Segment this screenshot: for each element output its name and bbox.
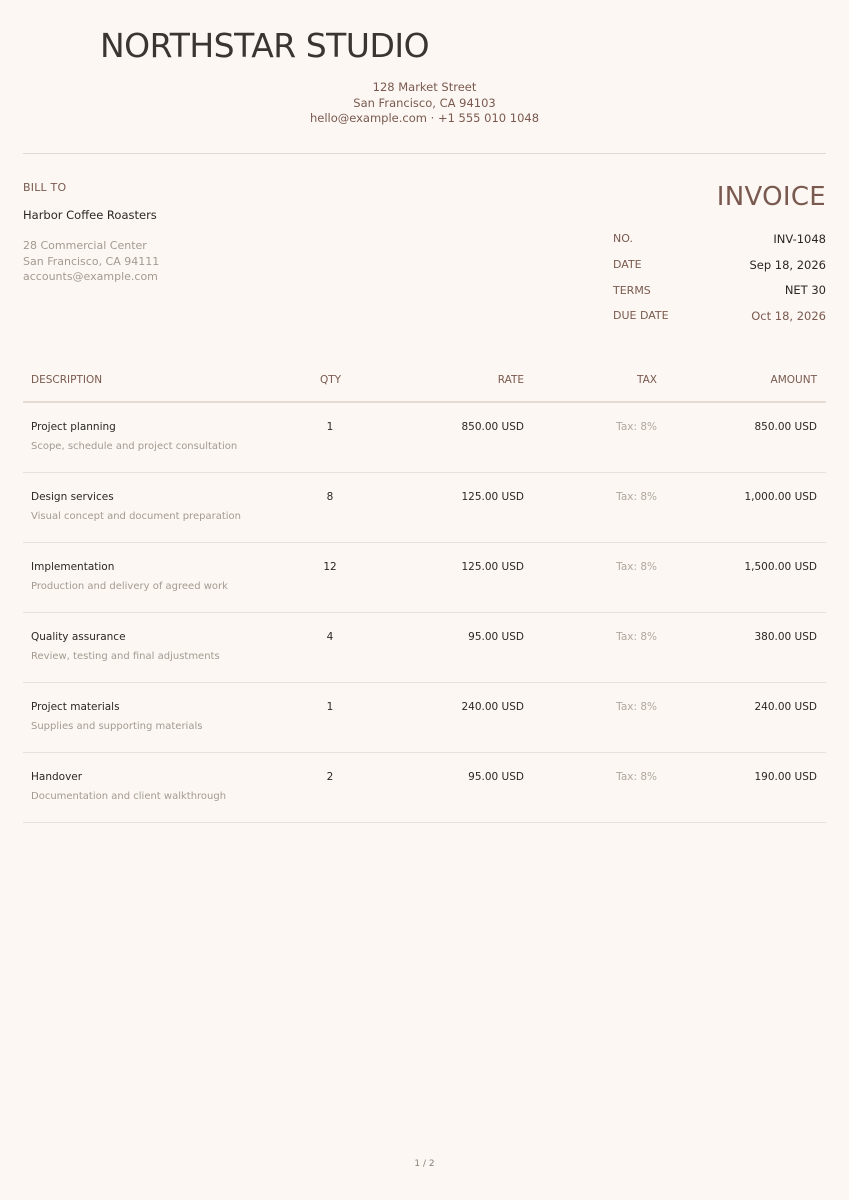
table-row [23,473,826,543]
client-email: accounts@example.com [23,270,158,283]
item-rate: 240.00 USD [461,701,524,713]
meta-row-number [613,226,826,252]
bill-to-label: BILL TO [23,181,67,194]
item-qty: 1 [326,701,334,713]
table-header [23,360,826,403]
company-address-line2: San Francisco, CA 94103 [353,95,496,110]
meta-label: DUE DATE [613,309,669,323]
page-number: 1 / 2 [414,1159,435,1169]
item-qty: 1 [326,421,334,433]
invoice-meta [613,226,826,329]
item-qty: 4 [326,631,334,643]
item-tax: Tax: 8% [616,491,657,503]
meta-label: NO. [613,232,633,246]
item-rate: 125.00 USD [461,561,524,573]
meta-label: TERMS [613,283,651,297]
item-detail: Production and delivery of agreed work [31,581,228,592]
item-amount: 1,500.00 USD [744,561,817,573]
item-amount: 380.00 USD [754,631,817,643]
item-detail: Visual concept and document preparation [31,511,241,522]
company-name: NORTHSTAR STUDIO [100,26,430,65]
item-tax: Tax: 8% [616,421,657,433]
client-address [23,238,159,285]
item-rate: 850.00 USD [461,421,524,433]
invoice-due-date: Oct 18, 2026 [751,308,826,323]
meta-row-date [613,252,826,278]
header-amount: AMOUNT [770,374,817,386]
table-row [23,683,826,753]
item-description: Project materials [31,701,120,713]
company-address-line1: 128 Market Street [372,80,477,94]
item-description: Handover [31,771,83,783]
table-row [23,613,826,683]
client-name: Harbor Coffee Roasters [23,208,157,222]
item-amount: 1,000.00 USD [744,491,817,503]
header-rate: RATE [497,374,524,386]
item-description: Design services [31,491,114,503]
item-amount: 240.00 USD [754,701,817,713]
header-tax: TAX [637,374,657,386]
header-qty: QTY [320,374,342,386]
item-tax: Tax: 8% [616,561,657,573]
item-amount: 850.00 USD [754,421,817,433]
invoice-date: Sep 18, 2026 [749,257,826,272]
item-qty: 8 [326,491,334,503]
item-detail: Documentation and client walkthrough [31,791,227,802]
table-row [23,403,826,473]
item-tax: Tax: 8% [616,631,657,643]
item-qty: 2 [326,771,334,783]
invoice-terms: NET 30 [784,283,826,298]
company-contact: hello@example.com · +1 555 010 1048 [309,111,540,125]
invoice-number: INV-1048 [773,231,826,246]
company-address [0,80,849,127]
item-tax: Tax: 8% [616,701,657,713]
table-row [23,753,826,823]
item-description: Quality assurance [31,631,126,643]
header-description: DESCRIPTION [31,374,103,386]
item-tax: Tax: 8% [616,771,657,783]
table-row [23,543,826,613]
meta-row-terms [613,277,826,303]
item-rate: 95.00 USD [468,771,524,783]
invoice-title: INVOICE [716,182,826,212]
client-address-line1: 28 Commercial Center [23,239,147,252]
line-items-table [23,360,826,823]
meta-label: DATE [613,258,642,272]
meta-row-due-date [613,303,826,329]
item-rate: 95.00 USD [468,631,524,643]
client-address-line2: San Francisco, CA 94111 [23,254,160,268]
item-rate: 125.00 USD [461,491,524,503]
item-amount: 190.00 USD [754,771,817,783]
item-detail: Review, testing and final adjustments [31,651,220,662]
item-description: Project planning [31,421,116,433]
item-detail: Supplies and supporting materials [31,721,203,732]
item-description: Implementation [31,561,115,573]
item-detail: Scope, schedule and project consultation [31,441,238,452]
item-qty: 12 [323,561,337,573]
header-divider [23,153,826,154]
